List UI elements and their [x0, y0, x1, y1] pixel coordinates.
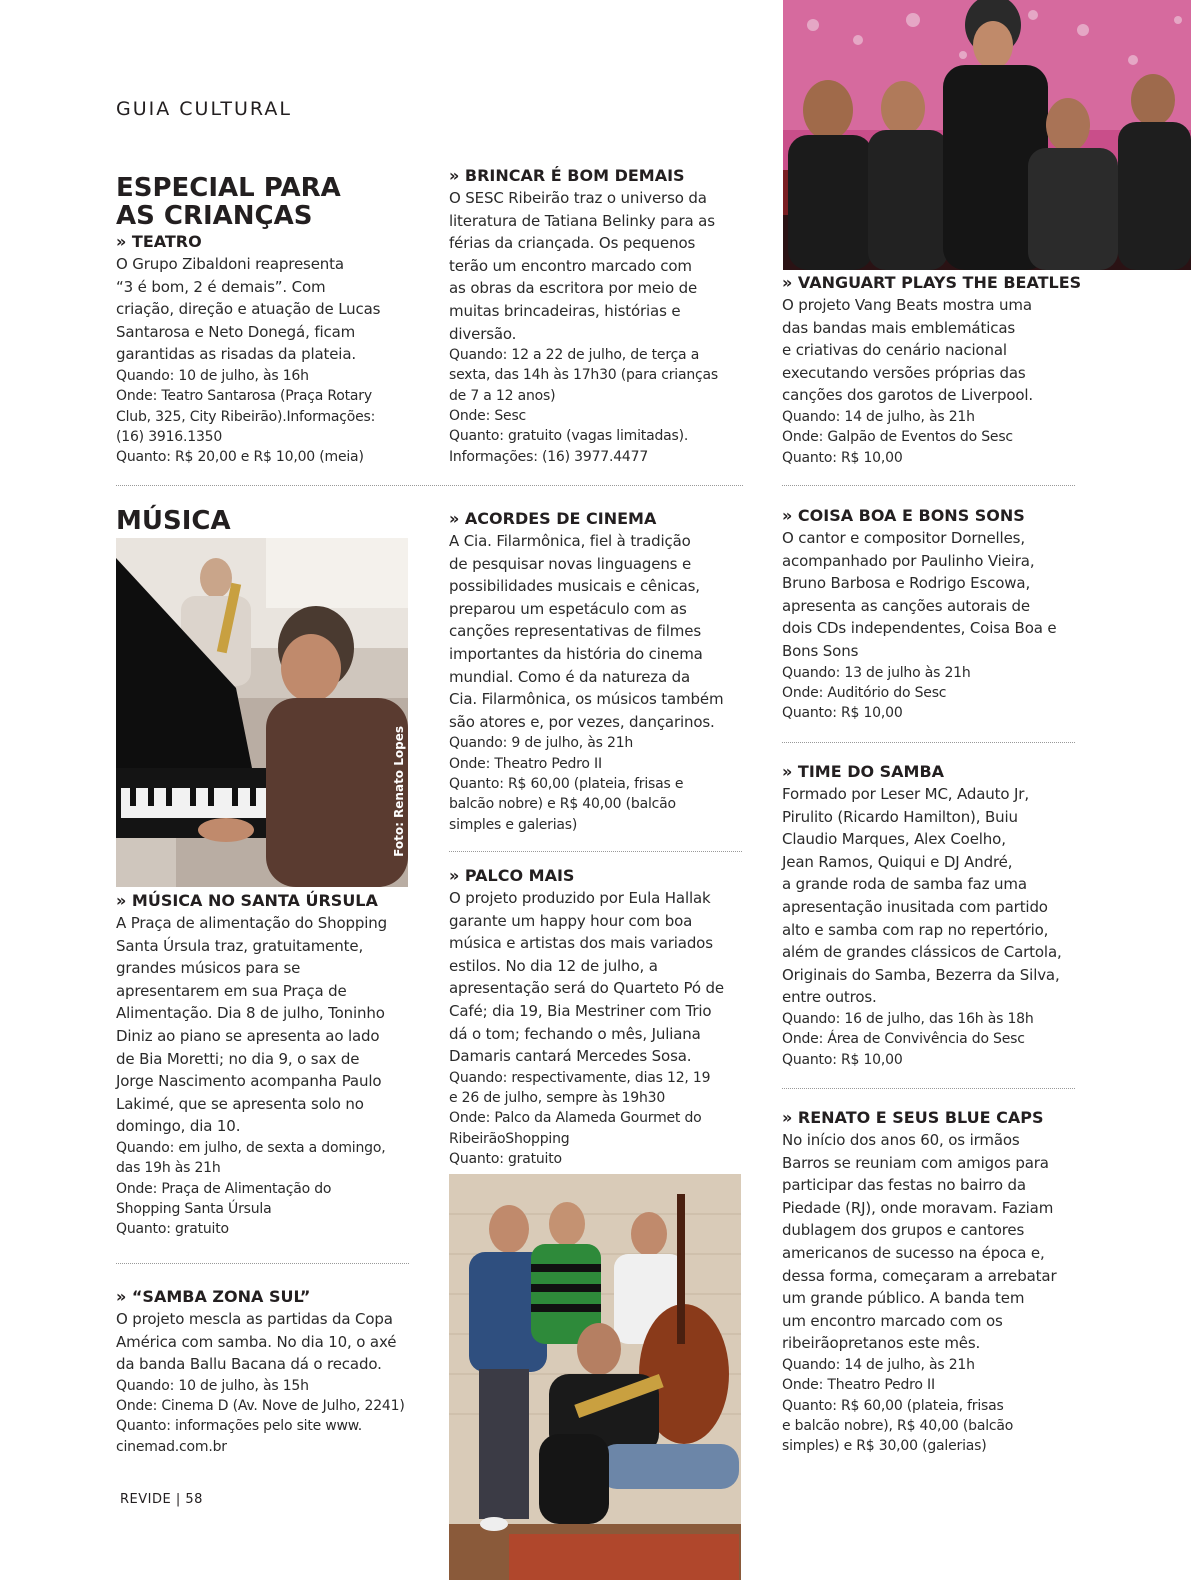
teatro-body: O Grupo Zibaldoni reapresenta “3 é bom, 2 é demais”. Com criação, direção e atuação de Lucas Santarosa e Neto Donegá, ficam garantidas as risadas da plateia.	[116, 255, 381, 364]
time-samba-heading: » TIME DO SAMBA	[782, 762, 945, 781]
santa-ursula-info: Quando: em julho, de sexta a domingo, das 19h às 21h Onde: Praça de Alimentação do Shopping Santa Úrsula Quanto: gratuito	[116, 1139, 386, 1238]
quartet-photo	[449, 1174, 741, 1580]
vanguart-heading: » VANGUART PLAYS THE BEATLES	[782, 273, 1082, 292]
samba-zona-sul-body: O projeto mescla as partidas da Copa América com samba. No dia 10, o axé da banda Ballu Bacana dá o recado.	[116, 1310, 397, 1374]
vanguart-info: Quando: 14 de julho, às 21h Onde: Galpão de Eventos do Sesc Quanto: R$ 10,00	[782, 408, 1013, 466]
acordes-body: A Cia. Filarmônica, fiel à tradição de pesquisar novas linguagens e possibilidades musicais e cênicas, preparou um espetáculo com as canções representativas de filmes importantes da história do cinema mundial. Como é da natureza da Cia. Filarmônica, os músicos também são atores e, por vezes, dançarinos.	[449, 532, 724, 731]
acordes-article	[449, 508, 749, 835]
samba-zona-sul-heading: » “SAMBA ZONA SUL”	[116, 1287, 311, 1306]
palco-mais-heading: » PALCO MAIS	[449, 866, 575, 885]
vanguart-body: O projeto Vang Beats mostra uma das bandas mais emblemáticas e criativas do cenário nacional executando versões próprias das canções dos garotos de Liverpool.	[782, 296, 1034, 405]
teatro-heading: » TEATRO	[116, 232, 202, 251]
acordes-info: Quando: 9 de julho, às 21h Onde: Theatro Pedro II Quanto: R$ 60,00 (plateia, frisas e balcão nobre) e R$ 40,00 (balcão simples e galerias)	[449, 735, 684, 833]
renato-info: Quando: 14 de julho, às 21h Onde: Theatro Pedro II Quanto: R$ 60,00 (plateia, frisas e balcão nobre), R$ 40,00 (balcão simples) e R$ 30,00 (galerias)	[782, 1356, 1014, 1455]
brincar-heading: » BRINCAR É BOM DEMAIS	[449, 166, 685, 185]
renato-heading: » RENATO E SEUS BLUE CAPS	[782, 1108, 1044, 1127]
kids-title	[116, 174, 436, 230]
santa-ursula-article	[116, 890, 416, 1239]
samba-zona-sul-article	[116, 1286, 416, 1457]
divider	[116, 1263, 409, 1264]
piano-photo	[116, 538, 408, 887]
brincar-body: O SESC Ribeirão traz o universo da literatura de Tatiana Belinky para as férias da criançada. Os pequenos terão um encontro marcado com as obras da escritora por meio de muitas brincadeiras, histórias e diversão.	[449, 189, 715, 343]
brincar-article	[449, 165, 749, 467]
divider	[116, 485, 743, 486]
divider	[782, 1088, 1075, 1089]
time-samba-article	[782, 761, 1082, 1070]
palco-mais-body: O projeto produzido por Eula Hallak garante um happy hour com boa música e artistas dos mais variados estilos. No dia 12 de julho, a apresentação será do Quarteto Pó de Café; dia 19, Bia Mestriner com Trio dá o tom; fechando o mês, Juliana Damaris cantará Mercedes Sosa.	[449, 889, 724, 1066]
time-samba-info: Quando: 16 de julho, das 16h às 18h Onde: Área de Convivência do Sesc Quanto: R$ 10,00	[782, 1010, 1034, 1068]
time-samba-body: Formado por Leser MC, Adauto Jr, Pirulito (Ricardo Hamilton), Buiu Claudio Marques, Alex Coelho, Jean Ramos, Quiqui e DJ André, a grande roda de samba faz uma apresentação inusitada com partido alto e samba com rap no repertório, além de grandes clássicos de Cartola, Originais do Samba, Bezerra da Silva, entre outros.	[782, 785, 1062, 1007]
piano-photo-illustration	[116, 538, 408, 887]
musica-title: MÚSICA	[116, 506, 231, 536]
teatro-info: Quando: 10 de julho, às 16h Onde: Teatro Santarosa (Praça Rotary Club, 325, City Ribeirão).Informações: (16) 3916.1350 Quanto: R$ 20,00 e R$ 10,00 (meia)	[116, 367, 376, 466]
acordes-heading: » ACORDES DE CINEMA	[449, 509, 657, 528]
vanguart-article	[782, 272, 1082, 468]
palco-mais-info: Quando: respectivamente, dias 12, 19 e 26 de julho, sempre às 19h30 Onde: Palco da Alameda Gourmet do RibeirãoShopping Quanto: gratuito	[449, 1069, 711, 1167]
renato-article	[782, 1107, 1082, 1456]
page-footer	[120, 1492, 203, 1507]
page-number: 58	[185, 1492, 203, 1507]
vanguart-photo-illustration	[783, 0, 1191, 270]
kids-title-line1: ESPECIAL PARA	[116, 173, 341, 203]
magazine-name: REVIDE	[120, 1492, 172, 1507]
samba-zona-sul-info: Quando: 10 de julho, às 15h Onde: Cinema D (Av. Nove de Julho, 2241) Quanto: informações pelo site www. cinemad.com.br	[116, 1377, 405, 1455]
brincar-info: Quando: 12 a 22 de julho, de terça a sexta, das 14h às 17h30 (para crianças de 7 a 12 anos) Onde: Sesc Quanto: gratuito (vagas limitadas). Informações: (16) 3977.4477	[449, 347, 719, 465]
divider	[782, 485, 1075, 486]
photo-credit: Foto: Renato Lopes	[392, 726, 406, 857]
teatro-article	[116, 231, 436, 467]
coisa-boa-body: O cantor e compositor Dornelles, acompanhado por Paulinho Vieira, Bruno Barbosa e Rodrigo Escowa, apresenta as canções autorais de dois CDs independentes, Coisa Boa e Bons Sons	[782, 529, 1057, 660]
kids-title-line2: AS CRIANÇAS	[116, 201, 313, 231]
coisa-boa-article	[782, 505, 1082, 723]
quartet-photo-illustration	[449, 1174, 741, 1580]
santa-ursula-body: A Praça de alimentação do Shopping Santa Úrsula traz, gratuitamente, grandes músicos para se apresentarem em sua Praça de Alimentação. Dia 8 de julho, Toninho Diniz ao piano se apresenta ao lado de Bia Moretti; no dia 9, o sax de Jorge Nascimento acompanha Paulo Lakimé, que se apresenta solo no domingo, dia 10.	[116, 914, 388, 1136]
divider	[449, 851, 742, 852]
section-label: GUIA CULTURAL	[116, 98, 292, 120]
footer-separator: |	[175, 1492, 186, 1507]
coisa-boa-heading: » COISA BOA E BONS SONS	[782, 506, 1025, 525]
santa-ursula-heading: » MÚSICA NO SANTA ÚRSULA	[116, 891, 378, 910]
renato-body: No início dos anos 60, os irmãos Barros se reuniam com amigos para participar das festas no bairro da Piedade (RJ), onde moravam. Faziam dublagem dos grupos e cantores americanos de sucesso na época e, dessa forma, começaram a arrebatar um grande público. A banda tem um encontro marcado com os ribeirãopretanos este mês.	[782, 1131, 1057, 1353]
palco-mais-article	[449, 865, 749, 1169]
vanguart-photo	[783, 0, 1191, 270]
divider	[782, 742, 1075, 743]
coisa-boa-info: Quando: 13 de julho às 21h Onde: Auditório do Sesc Quanto: R$ 10,00	[782, 664, 971, 722]
